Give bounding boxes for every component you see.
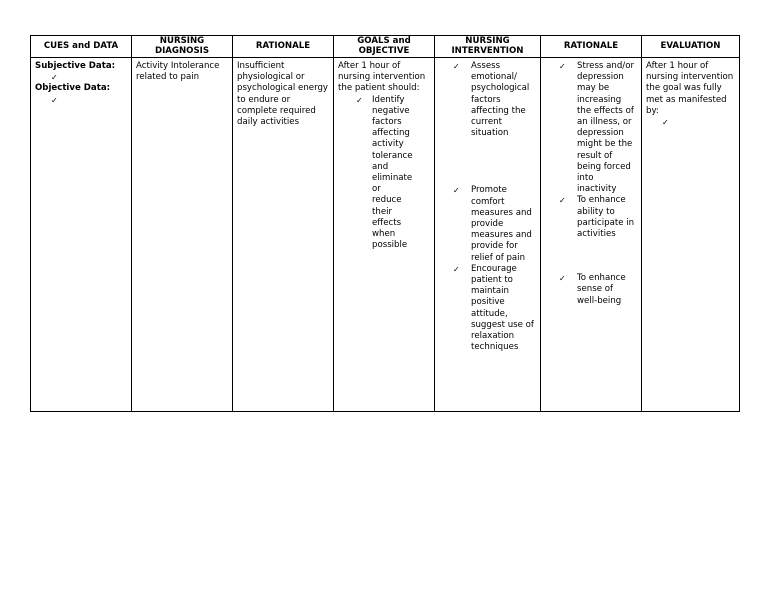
header-rationale: RATIONALE — [233, 36, 334, 58]
header-nursing-intervention: NURSING INTERVENTION — [435, 36, 541, 58]
intervention-item — [453, 61, 536, 139]
rationale-item — [559, 273, 635, 307]
header-rationale-2: RATIONALE — [541, 36, 642, 58]
goal-text: Identify negative factors affecting activity tolerance and eliminate or reduce their effects when possible — [372, 94, 413, 251]
check-icon: ✓ — [559, 62, 566, 71]
header-evaluation: EVALUATION — [642, 36, 740, 58]
rationale-cell — [233, 58, 334, 412]
check-icon: ✓ — [559, 196, 566, 206]
intervention-text: Promote comfort measures and provide measures and provide for relief of pain — [471, 185, 532, 263]
rationale-item-text: To enhance sense of well-being — [577, 273, 626, 306]
care-plan-row — [31, 58, 740, 412]
goals-intro: After 1 hour of nursing intervention the patient should: — [338, 61, 426, 94]
check-icon: ✓ — [356, 95, 363, 105]
rationale-item — [559, 61, 635, 195]
check-icon: ✓ — [453, 186, 460, 196]
subjective-data-label: Subjective Data: — [35, 61, 116, 71]
rationale-text: Insufficient physiological or psychological energy to endure or complete required daily activities — [237, 61, 328, 128]
header-goals-and-objective: GOALS and OBJECTIVE — [334, 36, 435, 58]
check-icon: ✓ — [51, 95, 58, 105]
header-nursing-diagnosis: NURSING DIAGNOSIS — [132, 36, 233, 58]
check-icon: ✓ — [662, 118, 669, 128]
check-icon: ✓ — [51, 73, 58, 83]
diagnosis-cell — [132, 58, 233, 412]
nursing-care-plan-table — [30, 35, 740, 412]
diagnosis-text: Activity Intolerance related to pain — [136, 61, 220, 83]
rationale-item-text: Stress and/or depression may be increasing the effects of an illness, or depression might be the result of being forced into inactivity — [577, 61, 634, 195]
intervention-cell — [435, 58, 541, 412]
evaluation-text: After 1 hour of nursing intervention the goal was fully met as manifested by: — [646, 61, 734, 116]
intervention-item — [453, 264, 536, 354]
header-row — [31, 36, 740, 58]
header-cues-and-data: CUES and DATA — [31, 36, 132, 58]
intervention-text: Assess emotional/ psychological factors affecting the current situation — [471, 61, 530, 139]
intervention-item — [453, 185, 536, 263]
rationale-2-cell — [541, 58, 642, 412]
check-icon: ✓ — [559, 274, 566, 284]
check-icon: ✓ — [453, 62, 460, 71]
rationale-item-text: To enhance ability to participate in activities — [577, 195, 635, 240]
check-icon: ✓ — [453, 264, 460, 274]
objective-data-label: Objective Data: — [35, 83, 111, 94]
cues-cell — [31, 58, 132, 412]
intervention-text: Encourage patient to maintain positive attitude, suggest use of relaxation techniques — [471, 263, 534, 353]
goals-cell — [334, 58, 435, 412]
evaluation-cell — [642, 58, 740, 412]
goal-item — [356, 94, 413, 252]
rationale-item — [559, 195, 635, 240]
